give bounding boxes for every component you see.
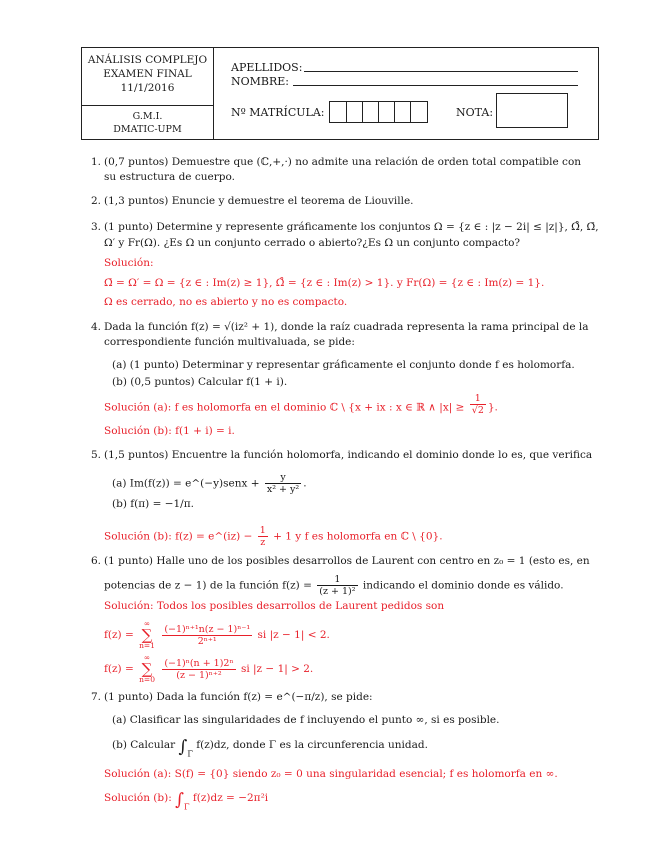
q1-number: 1. bbox=[91, 156, 102, 168]
q6-solution-intro: Solución: Todos los posibles desarrollos de Laurent pedidos son bbox=[104, 600, 445, 612]
nombre-label: NOMBRE: bbox=[231, 75, 290, 88]
q3-solution-cont: Ω es cerrado, no es abierto y no es compacto. bbox=[104, 296, 348, 308]
q2-number: 2. bbox=[91, 195, 102, 207]
q7-number: 7. bbox=[91, 691, 102, 703]
q6-text-cont: potencias de z − 1) de la función f(z) = $\frac{1}{\text{(z + 1)²}}$ indicando el dominio donde es válido. bbox=[104, 574, 564, 597]
q5-text: (1,5 puntos) Encuentre la función holomorfa, indicando el dominio donde lo es, que verifica bbox=[104, 449, 593, 461]
apellidos-label: APELLIDOS: bbox=[231, 61, 303, 74]
q4-solution-a-fraction: $\frac{1}{√2}$ bbox=[471, 393, 484, 416]
summation-1: ∞ ∑ n=1 bbox=[139, 619, 155, 650]
q4-text: Dada la función f(z) = √(iz² + 1), donde la raíz cuadrada representa la rama principal de la bbox=[104, 321, 589, 333]
q4-part-a: (a) (1 punto) Determinar y representar gráficamente el conjunto donde f es holomorfa. bbox=[112, 359, 575, 371]
q7-solution-b: Solución (b): $\int_\Gamma$ f(z)dz = −2π²i bbox=[104, 790, 269, 812]
q6-number: 6. bbox=[91, 555, 102, 567]
q3-number: 3. bbox=[91, 221, 102, 233]
matricula-label: Nº MATRÍCULA: bbox=[231, 106, 325, 119]
q6-solution-series-2: f(z) = ∞ ∑ n=0 $\frac{\text{(−1)ⁿ(n + 1)2ⁿ}}{\text{(z − 1)ⁿ⁺²}}$ si |z − 1| > 2. bbox=[104, 653, 314, 684]
q5-number: 5. bbox=[91, 449, 102, 461]
q2-text: (1,3 puntos) Enuncie y demuestre el teorema de Liouville. bbox=[104, 195, 414, 207]
q4-solution-b: Solución (b): f(1 + i) = i. bbox=[104, 425, 235, 437]
q3-text-cont: Ω′ y Fr(Ω). ¿Es Ω un conjunto cerrado o abierto?¿Es Ω un conjunto compacto? bbox=[104, 237, 521, 249]
nota-label: NOTA: bbox=[456, 106, 494, 119]
nota-field[interactable] bbox=[496, 93, 568, 128]
q6-text: (1 punto) Halle uno de los posibles desarrollos de Laurent con centro en z₀ = 1 (esto es, en bbox=[104, 555, 590, 567]
q1-text: (0,7 puntos) Demuestre que (ℂ,+,·) no admite una relación de orden total compatible con bbox=[104, 156, 582, 168]
course-title: ANÁLISIS COMPLEJO bbox=[87, 54, 208, 66]
q7-part-a: (a) Clasificar las singularidades de f incluyendo el punto ∞, si es posible. bbox=[112, 714, 500, 726]
matricula-field[interactable] bbox=[329, 101, 428, 123]
q6-function-fraction: $\frac{1}{\text{(z + 1)²}}$ bbox=[319, 574, 356, 597]
course-info-cell bbox=[82, 48, 214, 139]
contour-integral-symbol: $\int_\Gamma$ bbox=[178, 737, 193, 759]
q5-part-b: (b) f(π) = −1/π. bbox=[112, 498, 194, 510]
q4-part-b: (b) (0,5 puntos) Calcular f(1 + i). bbox=[112, 376, 288, 388]
header-divider bbox=[82, 105, 213, 106]
exam-header bbox=[81, 47, 599, 140]
q4-text-cont: correspondiente función multivaluada, se pide: bbox=[104, 336, 355, 348]
q3-solution: Ω̄ = Ω′ = Ω = {z ∈ : Im(z) ≥ 1}, Ω̊ = {z ∈ : Im(z) > 1}. y Fr(Ω) = {z ∈ : Im(z) = 1}. bbox=[104, 277, 545, 289]
q7-part-b: (b) Calcular $\int_\Gamma$ f(z)dz, donde Γ es la circunferencia unidad. bbox=[112, 737, 428, 759]
q5-solution-fraction: $\frac{1}{z}$ bbox=[259, 525, 266, 548]
q3-text: (1 punto) Determine y represente gráficamente los conjuntos Ω = {z ∈ : |z − 2i| ≤ |z|}, Ω̊, Ω̄, bbox=[104, 221, 599, 233]
q1-text-cont: su estructura de cuerpo. bbox=[104, 171, 235, 183]
solution-integral-symbol: $\int_\Gamma$ bbox=[175, 790, 190, 812]
series-2-fraction: $\frac{\text{(−1)ⁿ(n + 1)2ⁿ}}{\text{(z − 1)ⁿ⁺²}}$ bbox=[164, 657, 234, 681]
exam-type: EXAMEN FINAL bbox=[103, 68, 192, 80]
department-label: DMATIC-UPM bbox=[113, 124, 182, 135]
q7-text: (1 punto) Dada la función f(z) = e^(−π/z), se pide: bbox=[104, 691, 373, 703]
exam-date: 11/1/2016 bbox=[120, 82, 175, 94]
q4-solution-a: Solución (a): f es holomorfa en el dominio ℂ \ {x + ix : x ∈ ℝ ∧ |x| ≥ $\frac{1}{√2}$ }. bbox=[104, 393, 498, 416]
q3-solution-label: Solución: bbox=[104, 257, 154, 269]
q4-number: 4. bbox=[91, 321, 102, 333]
apellidos-field[interactable] bbox=[304, 71, 578, 72]
nombre-field[interactable] bbox=[293, 85, 578, 86]
q7-solution-a: Solución (a): S(f) = {0} siendo z₀ = 0 una singularidad esencial; f es holomorfa en ∞. bbox=[104, 768, 558, 780]
summation-2: ∞ ∑ n=0 bbox=[139, 653, 155, 684]
q5-solution: Solución (b): f(z) = e^(iz) − $\frac{1}{z}$ + 1 y f es holomorfa en ℂ \ {0}. bbox=[104, 525, 443, 548]
series-1-fraction: $\frac{\text{(−1)ⁿ⁺¹n(z − 1)ⁿ⁻¹}}{\text{2ⁿ⁺¹}}$ bbox=[164, 623, 251, 647]
q5-part-a-fraction: $\frac{y}{\text{x² + y²}}$ bbox=[266, 472, 300, 495]
q5-part-a: (a) Im(f(z)) = e^(−y)senx + $\frac{y}{\text{x² + y²}}$ . bbox=[112, 472, 307, 495]
degree-label: G.M.I. bbox=[132, 111, 163, 122]
q6-solution-series-1: f(z) = ∞ ∑ n=1 $\frac{\text{(−1)ⁿ⁺¹n(z − 1)ⁿ⁻¹}}{\text{2ⁿ⁺¹}}$ si |z − 1| < 2. bbox=[104, 619, 330, 650]
